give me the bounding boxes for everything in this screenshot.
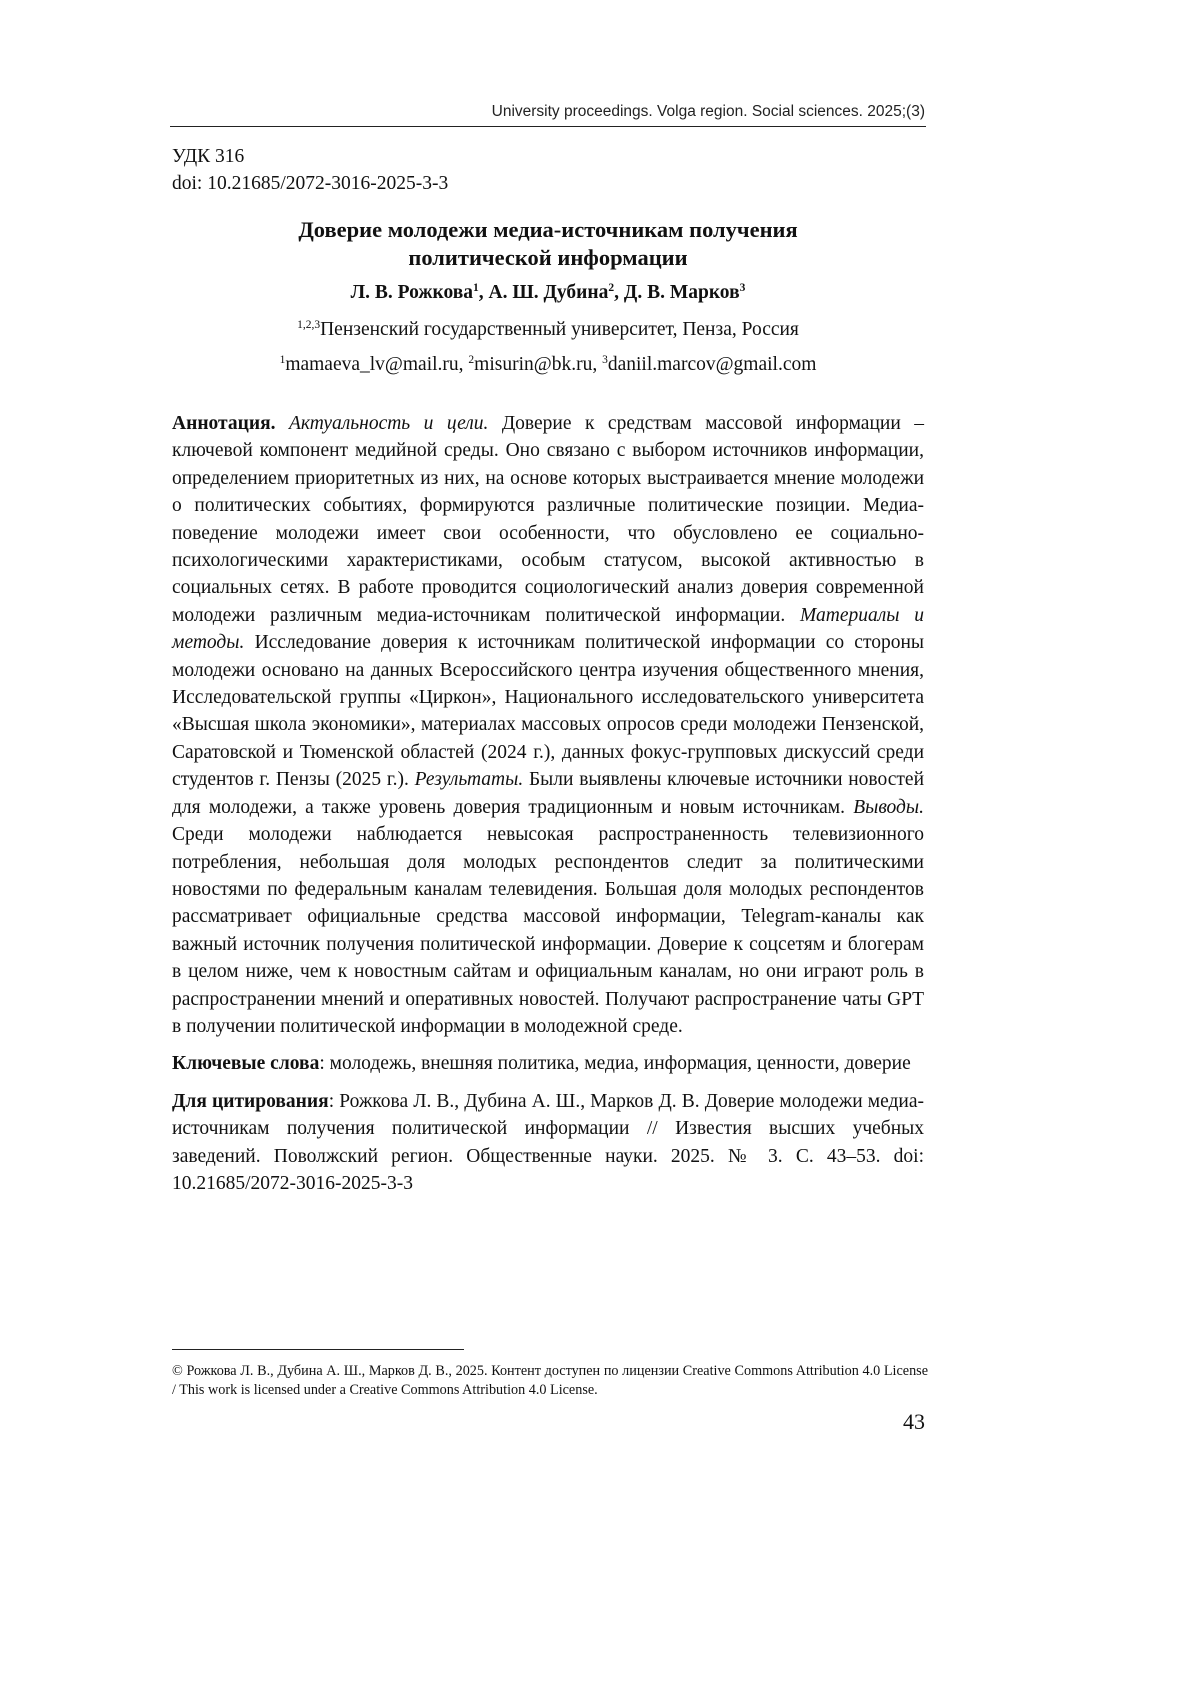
abstract-text-results: Были выявлены ключевые источники новостей для молодежи, а также уровень доверия традиционным и новым источникам. <box>172 769 925 818</box>
keywords <box>172 1050 924 1077</box>
email-2-mark: 2 <box>468 354 475 366</box>
abstract-heading-conclusions: Выводы. <box>853 796 924 818</box>
header-rule <box>170 126 926 127</box>
footnote-rule <box>172 1349 464 1350</box>
affiliation-text: Пензенский государственный университет, Пенза, Россия <box>320 319 799 340</box>
abstract-text-conclusions: Среди молодежи наблюдается невысокая распространенность телевизионного потребления, небольшая доля молодых респондентов следит за политическими новостями по федеральным каналам телевидения. Большая доля молодых респондентов рассматривает официальные средства массовой информации, Telegram-каналы как важный источник получения политической информации. Доверие к соцсетям и блогерам в целом ниже, чем к новостным сайтам и официальным каналам, но они играют роль в распространении мнений и оперативных новостей. Получают распространение чаты GPT в получении политической информации в молодежной среде. <box>172 824 924 1037</box>
license-footnote: © Рожкова Л. В., Дубина А. Ш., Марков Д. В., 2025. Контент доступен по лицензии Creative Commons Attribution 4.0 License / This work is licensed under a Creative Commons Attribution 4.0 License. <box>172 1363 928 1398</box>
author-3: Д. В. Марков <box>623 282 740 303</box>
author-emails <box>172 354 924 376</box>
abstract-text-aims: Доверие к средствам массовой информации – ключевой компонент медийной среды. Оно связано с выбором источников информации, определением приоритетных из них, на основе которых выстраивается мнение молодежи о политических событиях, формируются различные политические позиции. Медиа-поведение молодежи имеет свои особенности, что обусловлено ее социально-психологическими характеристиками, особым статусом, высокой активностью в социальных сетях. В работе проводится социологический анализ доверия современной молодежи различным медиа-источникам политической информации. <box>172 413 924 626</box>
article-title <box>172 216 924 272</box>
running-head: University proceedings. Volga region. Social sciences. 2025;(3) <box>491 103 925 120</box>
author-3-affil-mark: 3 <box>739 282 746 294</box>
citation <box>172 1088 924 1198</box>
email-1: mamaeva_lv@mail.ru, <box>285 354 469 375</box>
affiliation-mark: 1,2,3 <box>297 319 321 331</box>
keywords-label: Ключевые слова <box>172 1053 320 1075</box>
email-1-mark: 1 <box>279 354 286 366</box>
title-line-1: Доверие молодежи медиа-источникам получения <box>298 217 798 242</box>
email-3-mark: 3 <box>602 354 608 366</box>
udc-code: УДК 316 <box>172 146 245 167</box>
keywords-text: : молодежь, внешняя политика, медиа, информация, ценности, доверие <box>319 1053 911 1075</box>
author-separator: , <box>478 282 489 303</box>
email-3: daniil.marcov@gmail.com <box>607 354 817 375</box>
email-2: misurin@bk.ru, <box>474 354 603 375</box>
abstract-text-methods: Исследование доверия к источникам политической информации со стороны молодежи основано на данных Всероссийского центра изучения общественного мнения, Исследовательской группы «Циркон», Национального исследовательского университета «Высшая школа экономики», материалах массовых опросов среди молодежи Пензенской, Саратовской и Тюменской областей (2024 г.), данных фокус-групповых дискуссий среди студентов г. Пензы (2025 г.). <box>172 632 925 791</box>
affiliation <box>172 319 924 341</box>
citation-text: : Рожкова Л. В., Дубина А. Ш., Марков Д. В. Доверие молодежи медиа-источникам получения политической информации // Известия высших учебных заведений. Поволжский регион. Общественные науки. 2025. № 3. С. 43–53. doi: 10.21685/2072-3016-2025-3-3 <box>172 1090 924 1194</box>
abstract-heading-results: Результаты. <box>414 769 524 791</box>
author-2-affil-mark: 2 <box>608 282 615 294</box>
abstract-block <box>172 410 924 1197</box>
doi: doi: 10.21685/2072-3016-2025-3-3 <box>172 173 449 194</box>
article-meta <box>172 143 448 197</box>
citation-label: Для цитирования <box>172 1090 329 1112</box>
abstract-label: Аннотация. <box>172 413 276 434</box>
author-separator: , <box>614 282 624 303</box>
title-line-2: политической информации <box>408 245 688 270</box>
abstract-paragraph <box>172 410 924 1040</box>
author-1-affil-mark: 1 <box>473 282 479 294</box>
page-number: 43 <box>903 1409 925 1434</box>
author-list <box>172 282 924 304</box>
author-2: А. Ш. Дубина <box>488 282 609 303</box>
abstract-heading-aims: Актуальность и цели. <box>288 413 489 434</box>
author-1: Л. В. Рожкова <box>350 282 474 303</box>
abstract-heading-methods: Материалы и методы. <box>172 604 924 654</box>
